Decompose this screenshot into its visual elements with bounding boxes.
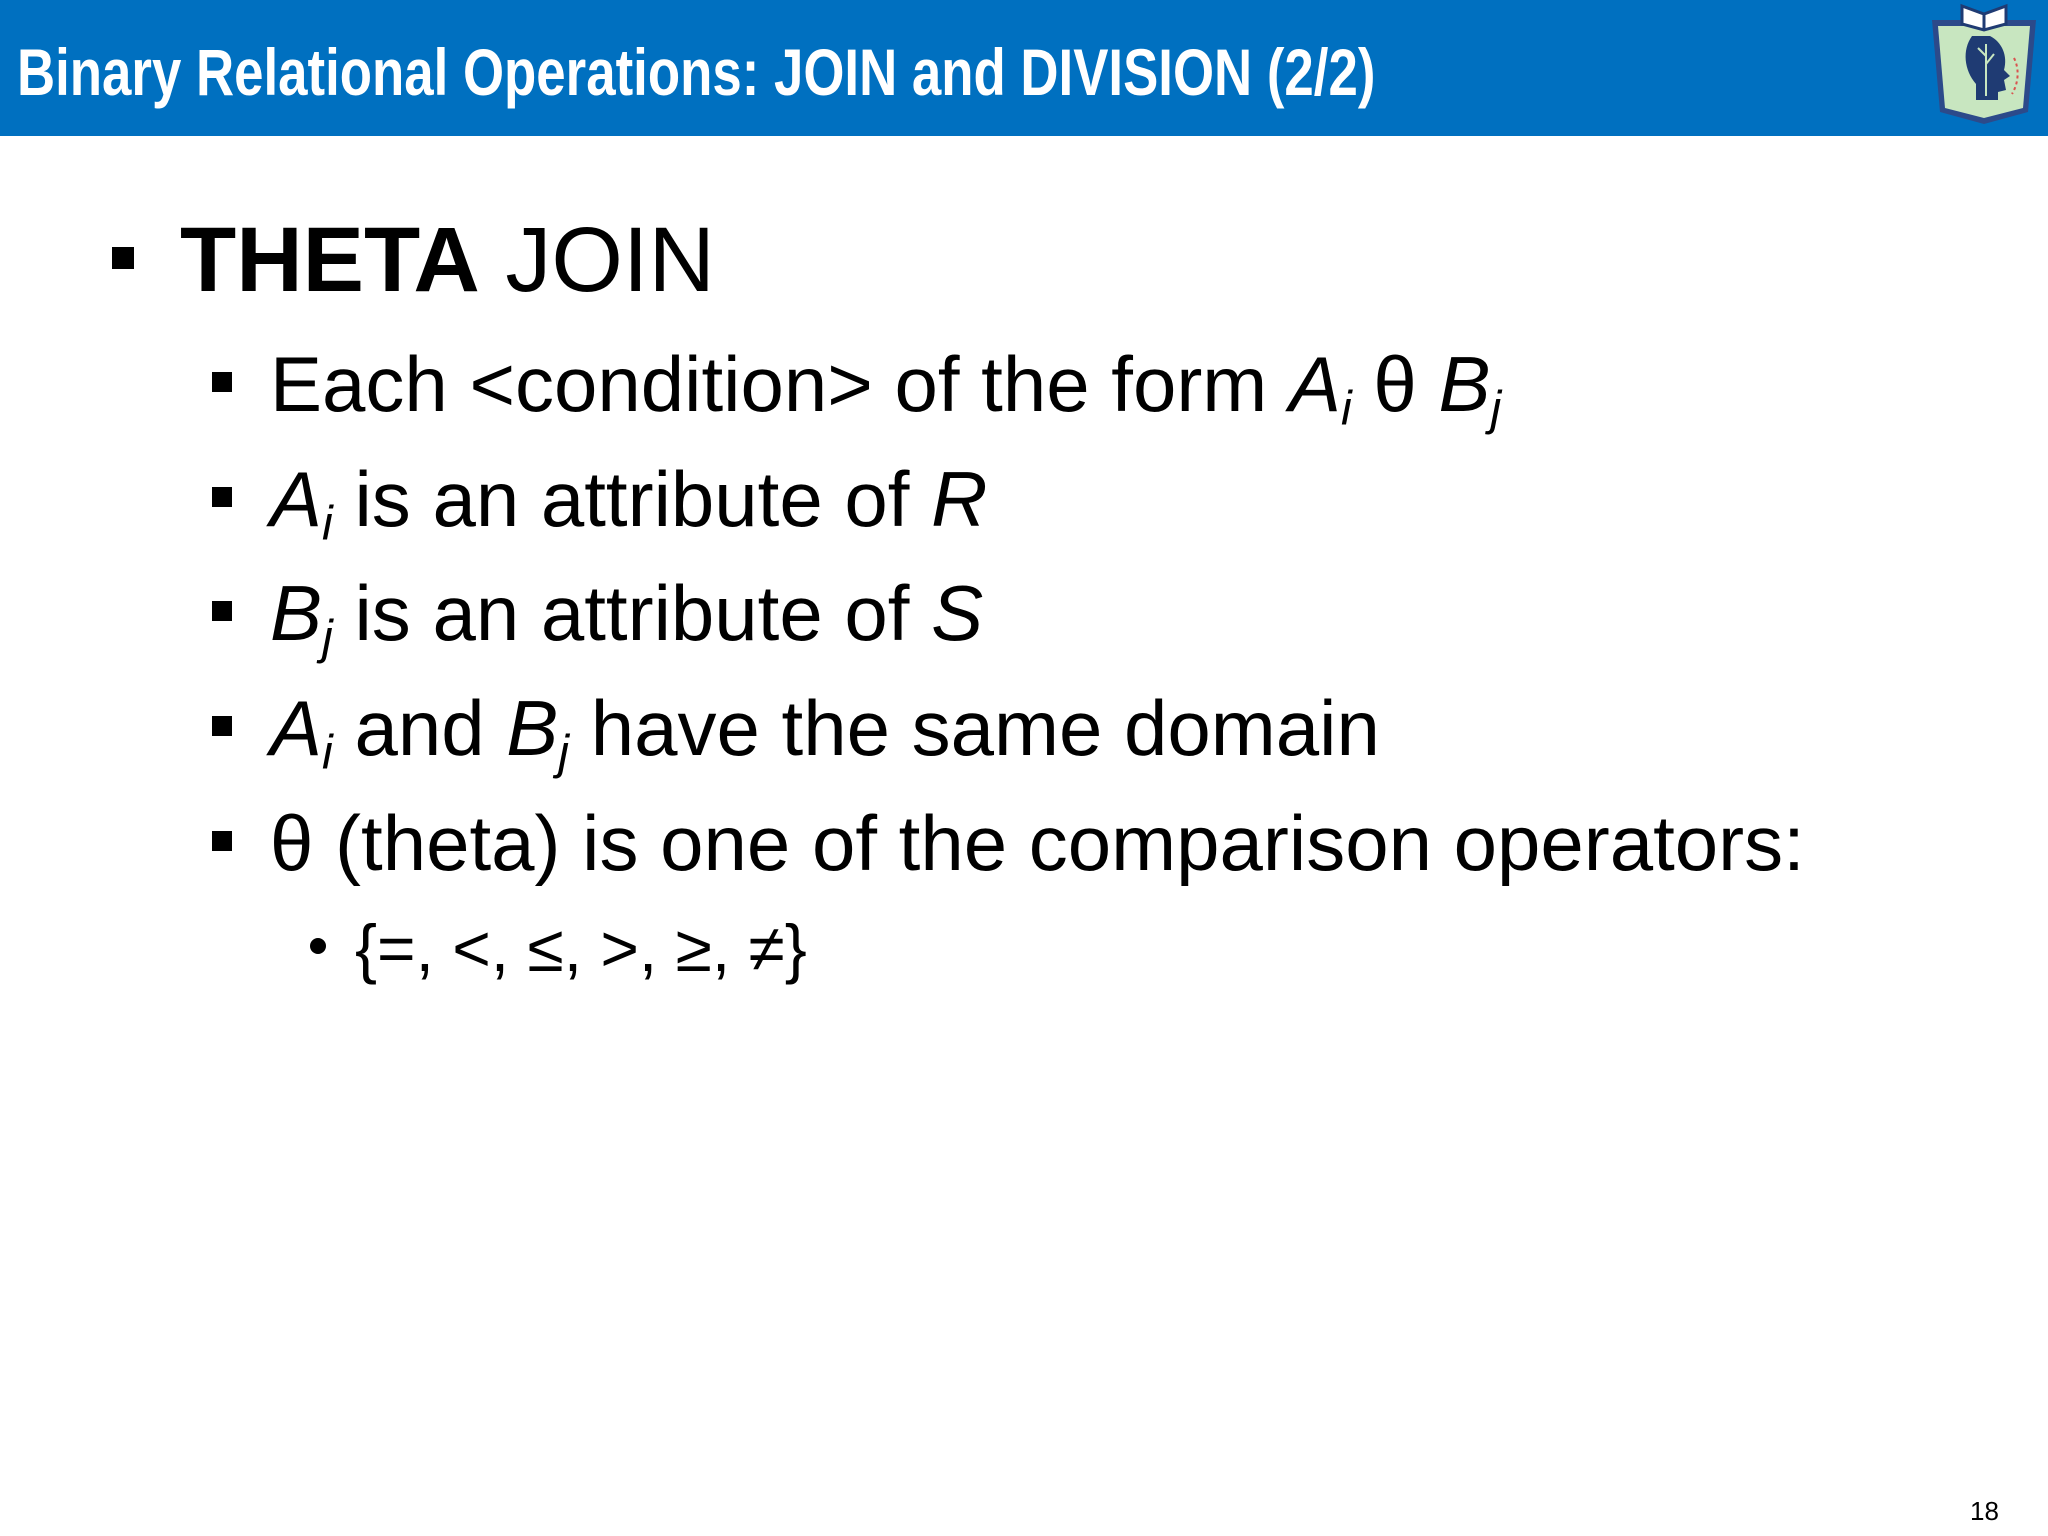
bullet-theta-join [180,205,715,315]
bullet-square-icon [112,247,134,269]
bullet-condition-form: Each <condition> of the form $A_i$ θ $B_j$ [270,340,1502,436]
bullet-square-icon [212,372,232,392]
theta-bold-text: THETA [180,209,480,311]
bullet-ai-attribute: $A_i$ is an attribute of R [270,455,988,551]
bullet-square-icon [212,487,232,507]
bullet-same-domain: $A_i$ and $B_j$ have the same domain [270,684,1380,780]
page-number: 18 [1970,1496,1999,1526]
bullet-square-icon [212,601,232,621]
bullet-theta-operators: θ (theta) is one of the comparison operators: [270,799,1805,887]
slide-title: Binary Relational Operations: JOIN and DIVISION (2/2) [17,35,1376,109]
bullet-dot-icon [310,938,326,954]
comparison-operator-set: {=, <, ≤, >, ≥, ≠} [355,911,807,985]
bullet-bj-attribute: $B_j$ is an attribute of S [270,569,984,665]
join-text: JOIN [479,209,715,311]
bullet-square-icon [212,831,232,851]
bullet-square-icon [212,716,232,736]
